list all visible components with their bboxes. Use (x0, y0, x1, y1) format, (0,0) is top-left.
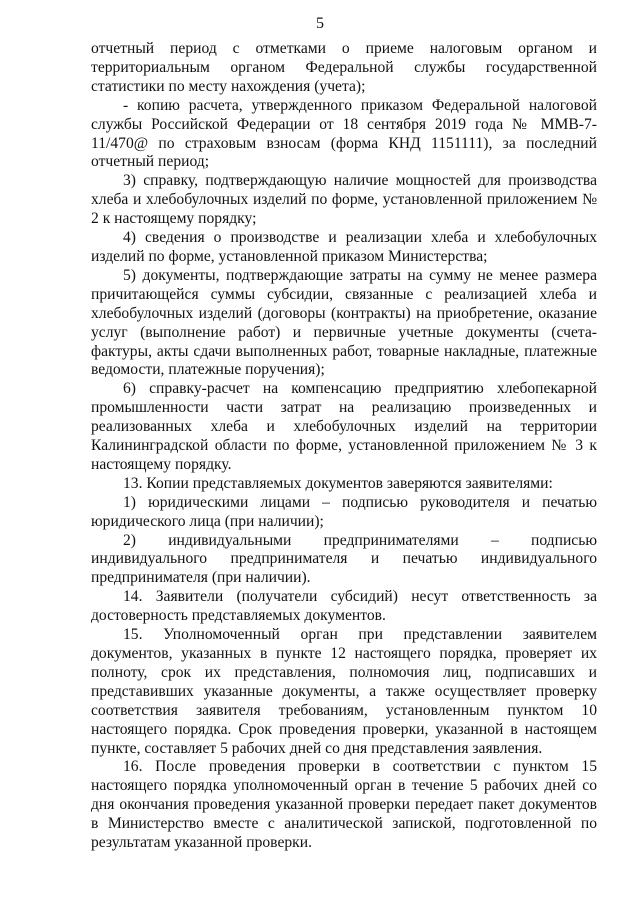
paragraph-15: 15. Уполномоченный орган при представлении заявителем документов, указанных в пункте 12 настоящего порядка, проверяет их полноту, срок их представления, полномочия лиц, подписавших и представивших указанные документы, а также осуществляет проверку соответствия заявителя требованиям, установленным пунктом 10 настоящего порядка. Срок проведения проверки, указанной в настоящем пункте, составляет 5 рабочих дней со дня представления заявления. (91, 626, 597, 757)
paragraph-13-item-2: 2) индивидуальными предпринимателями – подписью индивидуального предпринимателя и печатью индивидуального предпринимателя (при наличии). (91, 531, 597, 587)
paragraph-13-item-1: 1) юридическими лицами – подписью руководителя и печатью юридического лица (при наличии); (91, 493, 597, 530)
paragraph-continuation: отчетный период с отметками о приеме налоговым органом и территориальным органом Федеральной службы государственной статистики по месту нахождения (учета); (91, 40, 597, 95)
paragraph-item-5: 5) документы, подтверждающие затраты на сумму не менее размера причитающейся суммы субсидии, связанные с реализацией хлеба и хлебобулочных изделий (договоры (контракты) на приобретение, оказание услуг (выполнение работ) и первичные учетные документы (счета-фактуры, акты сдачи выполненных работ, товарные накладные, платежные ведомости, платежные поручения); (91, 266, 597, 379)
paragraph-item-6: 6) справку-расчет на компенсацию предприятию хлебопекарной промышленности части затрат на реализацию произведенных и реализованных хлеба и хлебобулочных изделий на территории Калининградской области по форме, установленной приложением № 3 к настоящему порядку. (91, 380, 597, 473)
page-number: 5 (316, 15, 324, 32)
document-body (91, 40, 597, 853)
paragraph-item-3: 3) справку, подтверждающую наличие мощностей для производства хлеба и хлебобулочных изделий по форме, установленной приложением № 2 к настоящему порядку; (91, 172, 597, 228)
paragraph-item-4: 4) сведения о производстве и реализации хлеба и хлебобулочных изделий по форме, установленной приказом Министерства; (91, 229, 597, 265)
paragraph-14: 14. Заявители (получатели субсидий) несут ответственность за достоверность представляемых документов. (91, 588, 597, 625)
paragraph-13: 13. Копии представляемых документов заверяются заявителями: (123, 474, 553, 492)
paragraph-calc-copy: - копию расчета, утвержденного приказом Федеральной налоговой службы Российской Федерации от 18 сентября 2019 года № ММВ-7-11/470@ по страховым взносам (форма КНД 1151111), за последний отчетный период; (91, 96, 597, 171)
paragraph-16: 16. После проведения проверки в соответствии с пунктом 15 настоящего порядка уполномоченный орган в течение 5 рабочих дней со дня окончания проведения указанной проверки передает пакет документов в Министерство вместе с аналитической запиской, подготовленной по результатам указанной проверки. (91, 758, 597, 852)
